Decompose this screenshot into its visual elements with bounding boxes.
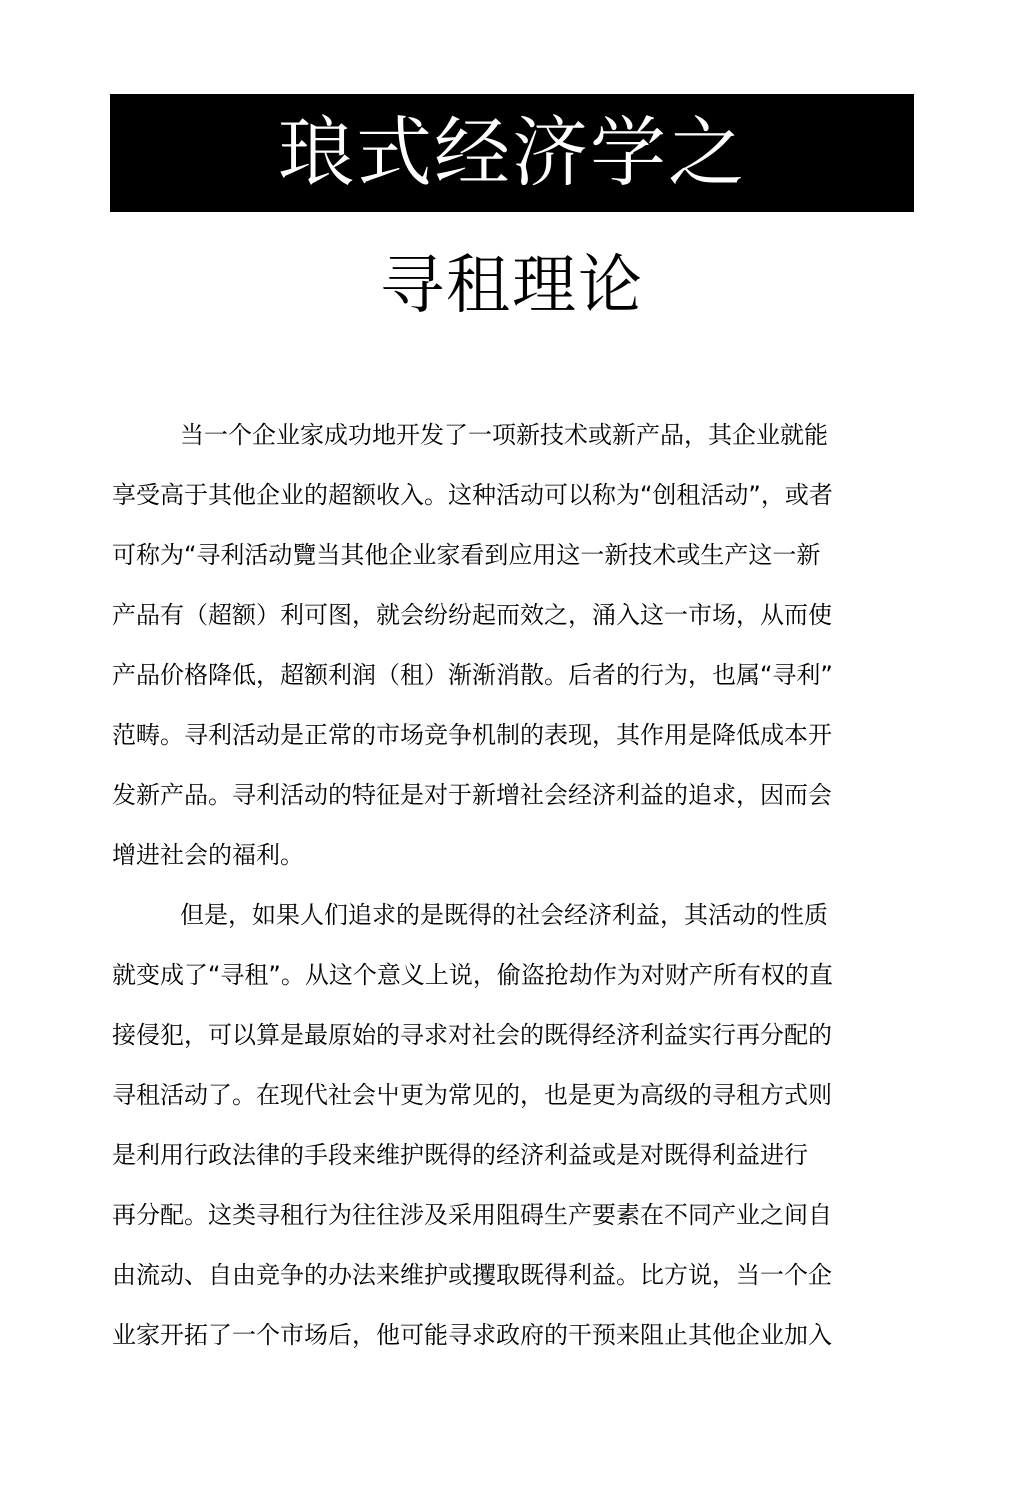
paragraph-line: 由流动、自由竞争的办法来维护或攫取既得利益。比方说，当一个企 bbox=[112, 1261, 832, 1289]
paragraph-line: 可称为“寻利活动覽当其他企业家看到应用这一新技术或生产这一新 bbox=[112, 541, 821, 569]
body-text bbox=[112, 405, 888, 1365]
paragraph-line: 就变成了“寻租”。从这个意义上说，偷盗抢劫作为对财产所有权的直 bbox=[112, 961, 833, 989]
paragraph-line: 是利用行政法律的手段来维护既得的经济利益或是对既得利益进行 bbox=[112, 1141, 808, 1169]
paragraph-line: 当一个企业家成功地开发了一项新技术或新产品，其企业就能 bbox=[180, 421, 828, 449]
title-banner bbox=[110, 94, 914, 212]
paragraph-line: 寻租活动了。在现代社会屮更为常见的，也是更为高级的寻租方式则 bbox=[112, 1081, 832, 1109]
paragraph-line: 业家开拓了一个市场后，他可能寻求政府的干预来阻止其他企业加入 bbox=[112, 1321, 832, 1349]
paragraph-line: 但是，如果人们追求的是既得的社会经济利益，其活动的性质 bbox=[180, 901, 828, 929]
document-title: 琅式经济学之 bbox=[278, 108, 746, 197]
paragraph-line: 享受高于其他企业的超额收入。这种活动可以称为“创租活动”，或者 bbox=[112, 481, 833, 509]
paragraph-line: 增进社会的福利。 bbox=[112, 841, 304, 869]
paragraph-line: 发新产品。寻利活动的特征是对于新增社会经济利益的追求，因而会 bbox=[112, 781, 832, 809]
paragraph-line: 接侵犯，可以算是最原始的寻求对社会的既得经济利益实行再分配的 bbox=[112, 1021, 832, 1049]
paragraph-line: 范畴。寻利活动是正常的市场竞争机制的表现，其作用是降低成本开 bbox=[112, 721, 832, 749]
document-subtitle: 寻租理论 bbox=[380, 249, 644, 323]
paragraph-line: 产品有（超额）利可图，就会纷纷起而效之，涌入这一市场，从而使 bbox=[112, 601, 832, 629]
paragraph-line: 再分配。这类寻租行为往往涉及采用阻碍生产要素在不同产业之间自 bbox=[112, 1201, 832, 1229]
paragraph-line: 产品价格降低，超额利润（租）渐渐消散。后者的行为，也属“寻利” bbox=[112, 661, 833, 689]
